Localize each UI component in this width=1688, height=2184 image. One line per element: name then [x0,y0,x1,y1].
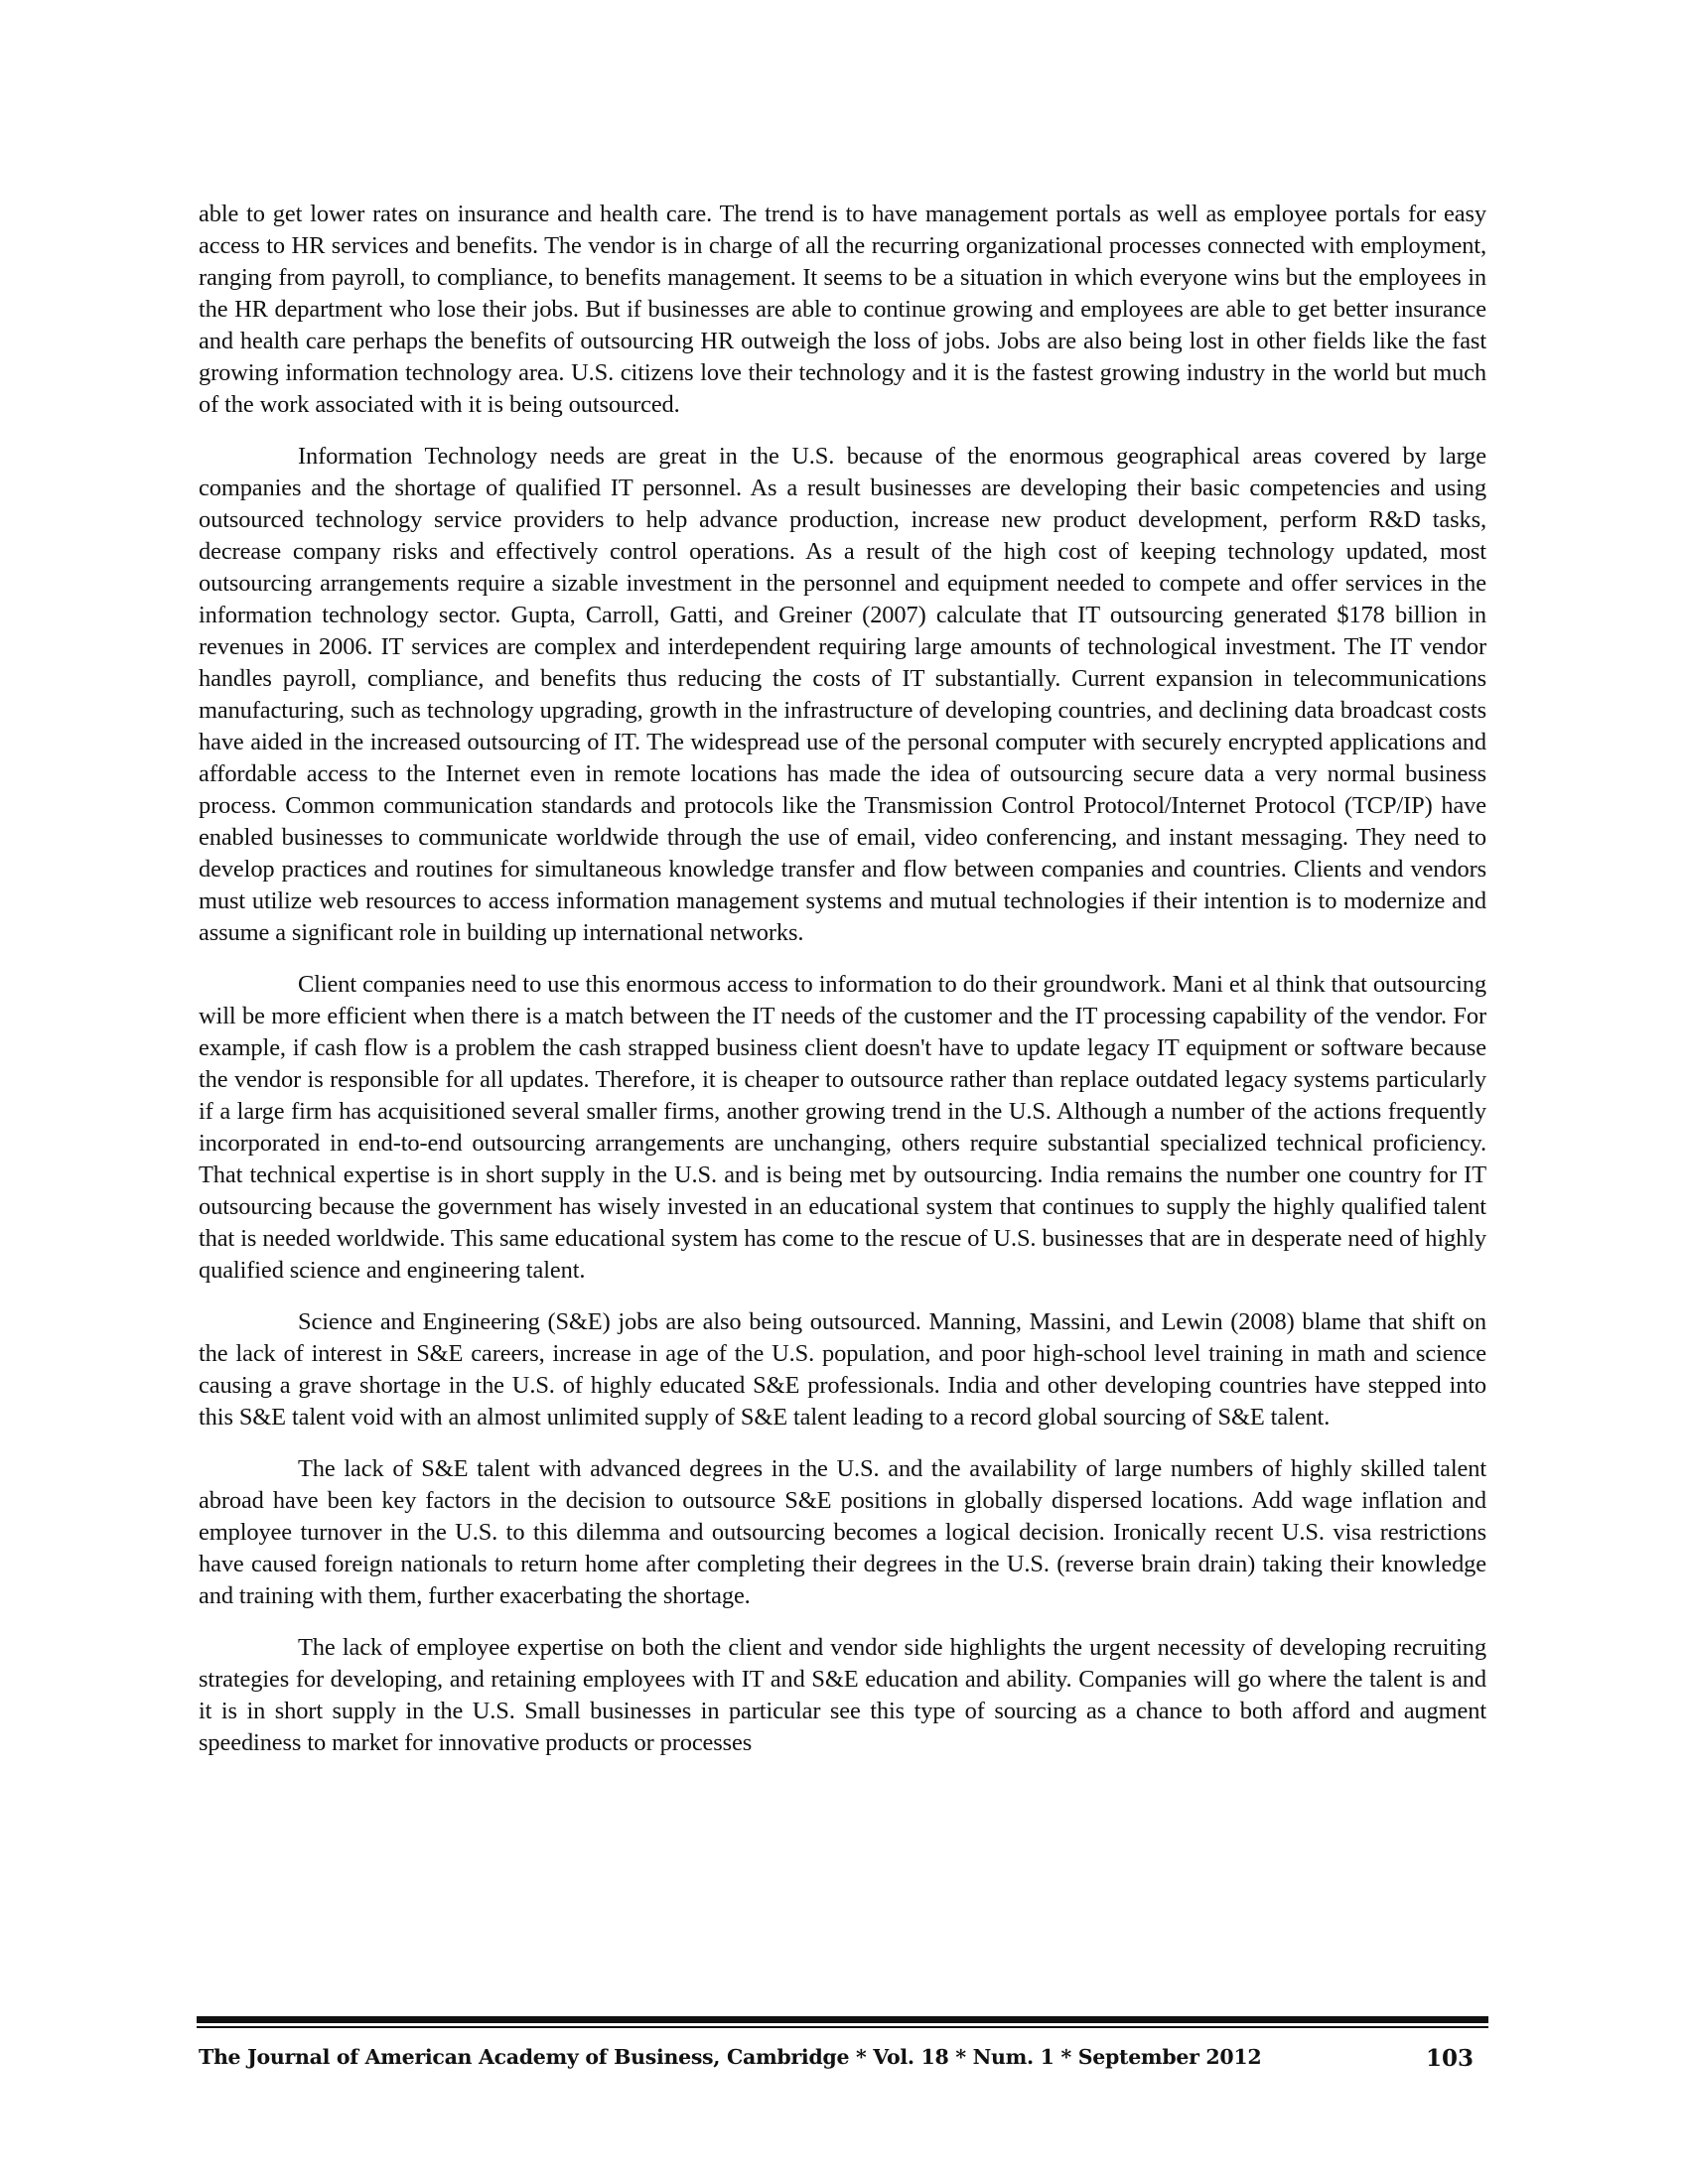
page-footer [199,2045,1486,2085]
paragraph-se-talent-shortage: The lack of S&E talent with advanced degrees in the U.S. and the availability of large numbers of highly skilled talent abroad have been key factors in the decision to outsource S&E positions in globally dispersed locations. Add wage inflation and employee turnover in the U.S. to this dilemma and outsourcing becomes a logical decision. Ironically recent U.S. visa restrictions have caused foreign nationals to return home after completing their degrees in the U.S. (reverse brain drain) taking their knowledge and training with them, further exacerbating the shortage. [199,1455,1486,1609]
footer-journal-citation: The Journal of American Academy of Business, Cambridge * Vol. 18 * Num. 1 * September 2012 [199,2045,1262,2069]
paragraph-science-engineering: Science and Engineering (S&E) jobs are also being outsourced. Manning, Massini, and Lewin (2008) blame that shift on the lack of interest in S&E careers, increase in age of the U.S. population, and poor high-school level training in math and science causing a grave shortage in the U.S. of highly educated S&E professionals. India and other developing countries have stepped into this S&E talent void with an almost unlimited supply of S&E talent leading to a record global sourcing of S&E talent. [199,1308,1486,1431]
paragraph-hr-outsourcing: able to get lower rates on insurance and health care. The trend is to have management portals as well as employee portals for easy access to HR services and benefits. The vendor is in charge of all the recurring organizational processes connected with employment, ranging from payroll, to compliance, to benefits management. It seems to be a situation in which everyone wins but the employees in the HR department who lose their jobs. But if businesses are able to continue growing and employees are able to get better insurance and health care perhaps the benefits of outsourcing HR outweigh the loss of jobs. Jobs are also being lost in other fields like the fast growing information technology area. U.S. citizens love their technology and it is the fastest growing industry in the world but much of the work associated with it is being outsourced. [199,201,1486,418]
paragraph-employee-expertise: The lack of employee expertise on both the client and vendor side highlights the urgent necessity of developing recruiting strategies for developing, and retaining employees with IT and S&E education and ability. Companies will go where the talent is and it is in short supply in the U.S. Small businesses in particular see this type of sourcing as a chance to both afford and augment speediness to market for innovative products or processes [199,1634,1486,1756]
footer-rule-thick [197,2016,1488,2023]
page-body [199,199,1486,1779]
footer-rule-thin [197,2026,1488,2028]
page-number: 103 [1426,2045,1475,2072]
paragraph-client-companies: Client companies need to use this enormous access to information to do their groundwork. Mani et al think that outsourcing will be more efficient when there is a match between the IT needs of the customer and the IT processing capability of the vendor. For example, if cash flow is a problem the cash strapped business client doesn't have to update legacy IT equipment or software because the vendor is responsible for all updates. Therefore, it is cheaper to outsource rather than replace outdated legacy systems particularly if a large firm has acquisitioned several smaller firms, another growing trend in the U.S. Although a number of the actions frequently incorporated in end-to-end outsourcing arrangements are unchanging, others require substantial specialized technical proficiency. That technical expertise is in short supply in the U.S. and is being met by outsourcing. India remains the number one country for IT outsourcing because the government has wisely invested in an educational system that continues to supply the highly qualified talent that is needed worldwide. This same educational system has come to the rescue of U.S. businesses that are in desperate need of highly qualified science and engineering talent. [199,971,1486,1284]
paragraph-information-technology: Information Technology needs are great in the U.S. because of the enormous geographical areas covered by large companies and the shortage of qualified IT personnel. As a result businesses are developing their basic competencies and using outsourced technology service providers to help advance production, increase new product development, perform R&D tasks, decrease company risks and effectively control operations. As a result of the high cost of keeping technology updated, most outsourcing arrangements require a sizable investment in the personnel and equipment needed to compete and offer services in the information technology sector. Gupta, Carroll, Gatti, and Greiner (2007) calculate that IT outsourcing generated $178 billion in revenues in 2006. IT services are complex and interdependent requiring large amounts of technological investment. The IT vendor handles payroll, compliance, and benefits thus reducing the costs of IT substantially. Current expansion in telecommunications manufacturing, such as technology upgrading, growth in the infrastructure of developing countries, and declining data broadcast costs have aided in the increased outsourcing of IT. The widespread use of the personal computer with securely encrypted applications and affordable access to the Internet even in remote locations has made the idea of outsourcing secure data a very normal business process. Common communication standards and protocols like the Transmission Control Protocol/Internet Protocol (TCP/IP) have enabled businesses to communicate worldwide through the use of email, video conferencing, and instant messaging. They need to develop practices and routines for simultaneous knowledge transfer and flow between companies and countries. Clients and vendors must utilize web resources to access information management systems and mutual technologies if their intention is to modernize and assume a significant role in building up international networks. [199,443,1486,946]
